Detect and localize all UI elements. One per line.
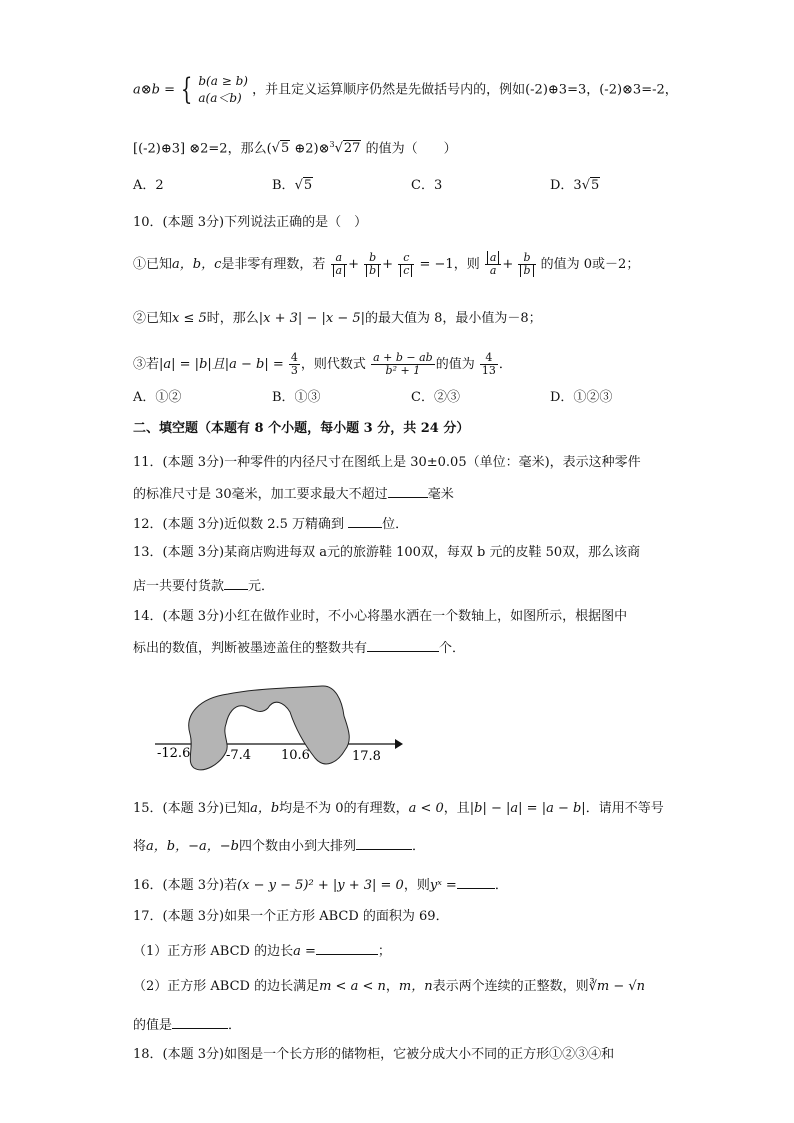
q16-line (133, 875, 508, 895)
q9-line2-c: 的值为（ ） (361, 141, 457, 157)
q12-line (133, 514, 408, 534)
q10-s2-cond: x ≤ 5 (172, 311, 207, 326)
q9-case2: a(a＜b) (198, 91, 242, 105)
q11-line2 (133, 484, 454, 504)
q14-line1: 14．(本题 3分)小红在做作业时，不小心将墨水洒在一个数轴上，如图所示，根据图中 (133, 609, 628, 624)
cube-root-radicand: 27 (343, 141, 361, 157)
q12-end: 位． (382, 517, 409, 532)
q9-option-a: A．2 (133, 178, 164, 193)
q9-line2-a: [(-2)⊕3] ⊗2=2，那么( (133, 141, 272, 157)
q15-text-a: 15．(本题 3分)已知 (133, 801, 251, 816)
q10-option-d: D．①②③ (550, 390, 613, 405)
q17-part1 (133, 941, 391, 961)
axis-arrow (395, 739, 403, 749)
q17-p1-text: （1）正方形 ABCD 的边长 (133, 944, 294, 959)
frac-abs-a-over-a: $\frac{a}{a}$ (485, 252, 502, 277)
q9-option-d-prefix: D．3 (550, 178, 582, 193)
q17-p2-text-b: ， (385, 979, 399, 994)
q12-answer-blank[interactable] (348, 514, 382, 528)
q9-cases (198, 73, 248, 107)
q9-def-lhs: a⊗b = (133, 82, 175, 98)
q15-line1 (133, 800, 664, 818)
q10-option-c: C．②③ (411, 390, 460, 405)
q10-option-b: B．①③ (272, 390, 321, 405)
frac-expression-num: a + b − ab (373, 351, 433, 364)
q17-p2-vars: m，n (398, 979, 433, 994)
frac-expression-den: b² + 1 (385, 364, 421, 377)
q16-end: ． (494, 878, 508, 893)
q13-line1: 13．(本题 3分)某商店购进每双 a元的旅游鞋 100双，每双 b 元的皮鞋 50双，那么该商 (133, 545, 641, 560)
q9-option-d-radicand: 5 (591, 178, 600, 193)
q10-s1-prefix: ①已知 (133, 257, 173, 272)
q10-s2-prefix: ②已知 (133, 311, 173, 326)
q17-p2-text-a: （2）正方形 ABCD 的边长满足 (133, 979, 320, 994)
axis-label-1: -12.6 (157, 746, 191, 761)
sqrt-5: √5 (271, 141, 290, 157)
q9-brace: { (180, 72, 193, 107)
q15-text-d: ．请用不等号 (585, 801, 664, 816)
axis-label-3: 10.6 (281, 748, 310, 763)
q16-text-b: ，则 (403, 878, 430, 893)
q10-s1-eq: = −1，则 (419, 257, 480, 272)
q10-s3-prefix: ③若 (133, 357, 160, 372)
q15-line2-b: 四个数由小到大排列 (238, 839, 356, 854)
q11-line1: 11．(本题 3分)一种零件的内径尺寸在图纸上是 30±0.05（单位：毫米)，表示这种零件 (133, 455, 641, 470)
q9-option-c: C．3 (411, 178, 443, 193)
q10-statement-2 (133, 310, 542, 328)
q9-case1: b(a ≥ b) (198, 74, 248, 88)
q15-cond: a < 0 (408, 801, 444, 816)
q16-expr: (x − y − 5)² + |y + 3| = 0 (237, 878, 404, 893)
q16-text-a: 16．(本题 3分)若 (133, 878, 238, 893)
q10-statement-3: ③若|a| = |b|且|a − b| = $\frac{4}{3}$ ，则代数式 $\frac{a + b - ab}{\text{b² + 1}}$ 的值为 $\frac{4}{13}$ ． (133, 351, 512, 377)
q16-answer-blank[interactable] (457, 875, 495, 889)
q15-line2-end: ． (411, 839, 425, 854)
q15-text-c: ，且 (443, 801, 470, 816)
q15-answer-blank[interactable] (356, 836, 412, 850)
q11-line2-end: 毫米 (427, 487, 454, 502)
q10-s2-expr: |x + 3| − |x − 5| (258, 311, 365, 326)
q17-p2-text-c: 表示两个连续的正整数，则 (432, 979, 589, 994)
q17-p1-answer-blank[interactable] (316, 941, 378, 955)
q12-text: 12．(本题 3分)近似数 2.5 万精确到 (133, 517, 349, 532)
frac-b-over-abs-b-2: $\frac{b}{b}$ (518, 252, 535, 277)
q17-p1-var: a = (293, 944, 316, 959)
frac-4-13-num: 4 (480, 352, 498, 365)
frac-b-over-abs-b: $\frac{b}{b}$ (364, 252, 381, 277)
q9-line2-b: ⊕2)⊗ (290, 141, 330, 157)
q14-line2-text: 标出的数值，判断被墨迹盖住的整数共有 (133, 641, 368, 656)
q17-part2-cont (133, 1015, 241, 1035)
q14-line2 (133, 638, 465, 658)
q16-target: yˣ = (429, 878, 457, 893)
frac-4-3 (289, 352, 300, 377)
frac-a-over-abs-a: $\frac{a}{a}$ (331, 252, 348, 277)
q10-stem: 10．(本题 3分)下列说法正确的是（ ） (133, 215, 368, 230)
q17-p1-end: ； (377, 944, 391, 959)
axis-label-4: 17.8 (352, 749, 381, 764)
q9-option-b-sqrt: √5 (294, 178, 313, 193)
q11-line2-text: 的标准尺寸是 30毫米，加工要求最大不超过 (133, 487, 388, 502)
q9-option-b-prefix: B． (272, 178, 295, 193)
q10-s2-mid: 时，那么 (206, 311, 259, 326)
q10-s1-vars: a，b，c (172, 257, 222, 272)
q10-statement-1: ①已知a，b，c是非零有理数，若 $\frac{a}{a}$ + $\frac{b}{b}$ + $\frac{c}{c}$ = −1，则 $\frac{a}{a}$ + $\frac{b}{b}$ 的值为 0或－2； (133, 251, 640, 277)
q11-answer-blank[interactable] (388, 484, 428, 498)
cube-root-index: 3 (329, 140, 335, 149)
q15-line2 (133, 836, 425, 856)
ink-blot (189, 686, 350, 770)
axis-label-2: -7.4 (226, 748, 252, 763)
q17-p3-end: ． (228, 1018, 242, 1033)
q9-option-b (272, 177, 313, 195)
frac-4-3-den: 3 (290, 364, 298, 377)
q9-definition (133, 73, 678, 107)
q13-line2-end: 元． (248, 579, 275, 594)
q15-vars: a，b (250, 801, 280, 816)
q13-line2 (133, 576, 274, 596)
q15-expr: |b| − |a| = |a − b| (469, 801, 586, 816)
q9-def-rest: ，并且定义运算顺序仍然是先做括号内的，例如(-2)⊕3=3，(-2)⊗3=-2， (252, 82, 678, 98)
frac-4-13-den: 13 (481, 364, 496, 377)
q15-line2-vars: a，b，−a，−b (146, 839, 239, 854)
q9-option-b-radicand: 5 (303, 178, 313, 193)
q18-line1: 18．(本题 3分)如图是一个长方形的储物柜，它被分成大小不同的正方形①②③④和 (133, 1047, 615, 1062)
number-line-figure (150, 682, 410, 774)
q10-s3-mid: ，则代数式 (300, 357, 366, 372)
q10-s3-tail: 的值为 (435, 357, 475, 372)
q10-option-a: A．①② (133, 390, 182, 405)
q10-s1-end: 的值为 0或－2； (540, 257, 640, 272)
frac-4-13 (480, 352, 498, 377)
q13-answer-blank[interactable] (224, 576, 248, 590)
frac-c-over-abs-c: $\frac{c}{c}$ (398, 252, 414, 277)
q17-stem: 17．(本题 3分)如果一个正方形 ABCD 的面积为 69． (133, 909, 449, 924)
frac-4-3-num: 4 (290, 351, 298, 364)
q9-option-d (550, 177, 600, 195)
cube-root-27: √27 (334, 141, 361, 157)
q10-s1-mid: 是非零有理数，若 (221, 257, 326, 272)
q9-option-d-sqrt: √5 (581, 178, 600, 193)
q9-question (133, 136, 457, 158)
sqrt-radicand: 5 (280, 141, 290, 157)
q10-s2-end: 的最大值为 8，最小值为－8； (365, 311, 542, 326)
q17-p2-cond: m < a < n (319, 979, 386, 994)
q13-line2-text: 店一共要付货款 (133, 579, 225, 594)
q15-text-b: 均是不为 0的有理数， (279, 801, 409, 816)
section-heading-fill-in: 二、填空题（本题有 8 个小题，每小题 3 分，共 24 分） (133, 421, 470, 436)
q17-p2-answer-blank[interactable] (172, 1015, 228, 1029)
q14-line2-end: 个． (439, 641, 466, 656)
q17-part2 (133, 978, 645, 996)
q17-p3-text: 的值是 (133, 1018, 173, 1033)
q10-s3-cond: |a| = |b|且|a − b| = (159, 357, 284, 372)
frac-expression (371, 352, 435, 377)
q17-p2-expr: ∛m − √n (588, 979, 646, 994)
q14-answer-blank[interactable] (367, 638, 439, 652)
q15-line2-a: 将 (133, 839, 147, 854)
